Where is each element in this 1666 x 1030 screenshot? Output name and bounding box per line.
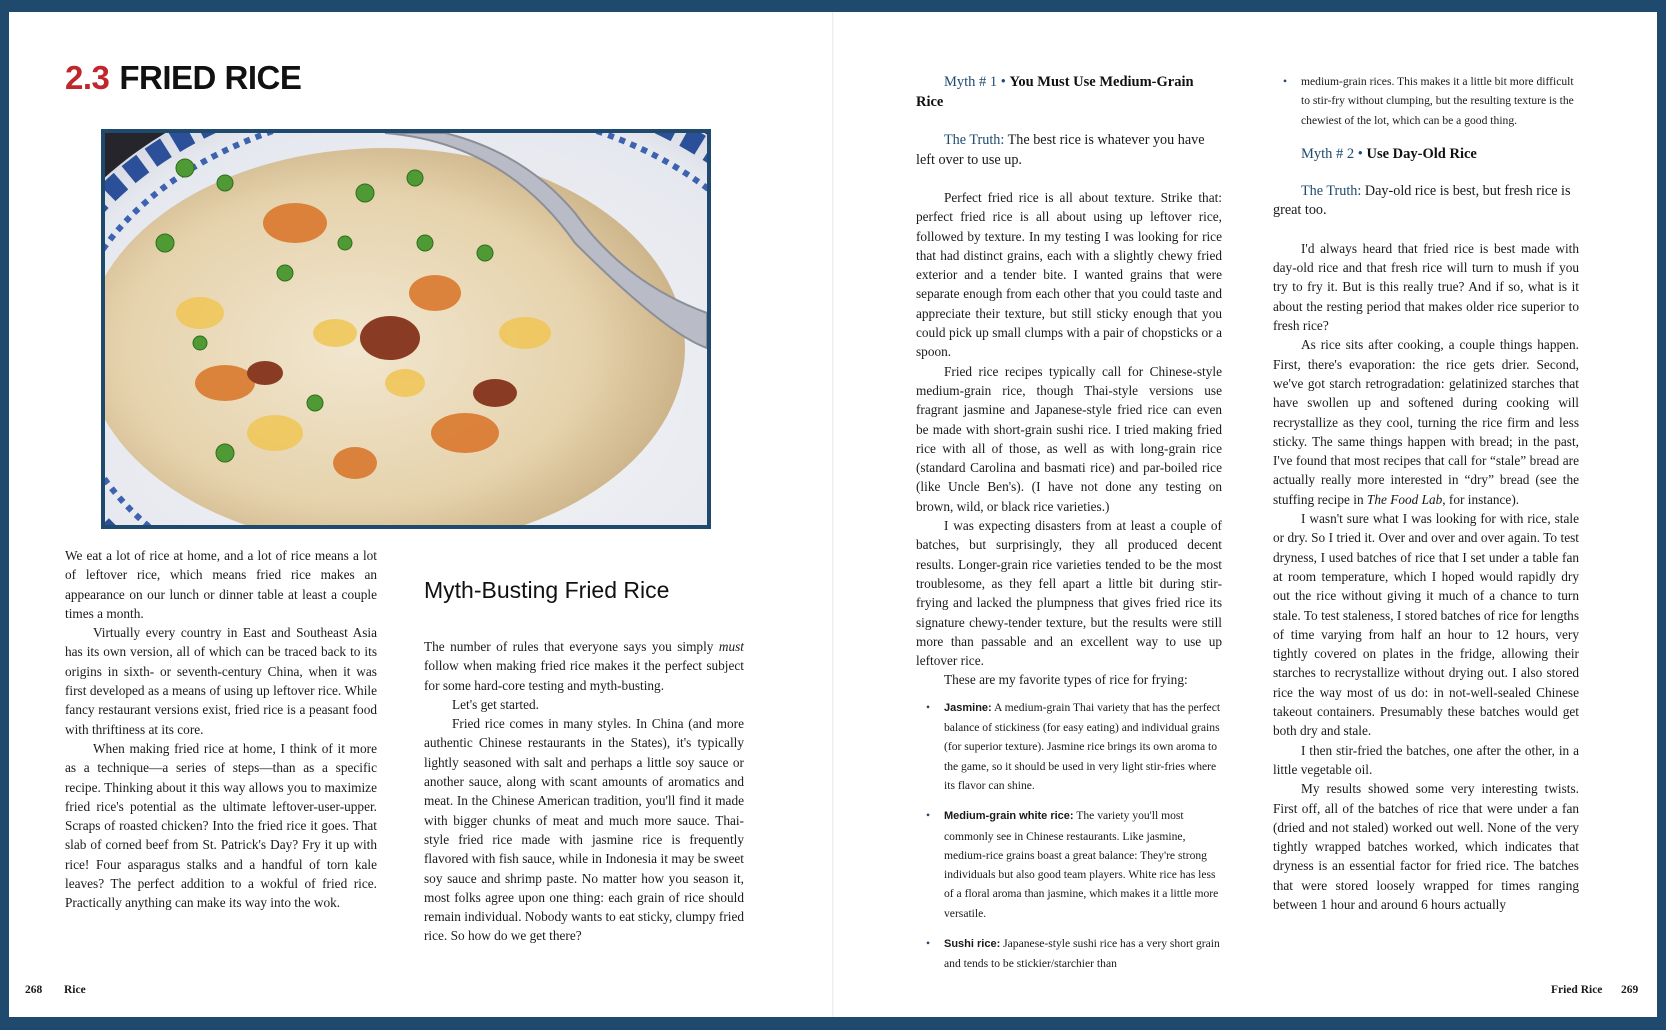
book-spread	[9, 12, 1657, 1017]
truth-label: The Truth:	[1301, 182, 1362, 199]
list-term: Medium-grain white rice:	[944, 810, 1074, 823]
list-item	[944, 698, 1222, 795]
myth-title: You Must Use Medium-Grain Rice	[916, 74, 1194, 110]
myth1-paragraph: I was expecting disasters from at least a couple of batches, but surprisingly, they all produced decent results. Longer-grain rice varieties tended to be the most troublesome, as they fell apart a little bit during stir-frying and lacked the plumpness that gives fried rice its signature chewy-tender texture, but the results were still more than passable and an excellent way to use up leftover rice.	[916, 518, 1222, 669]
separator: •	[997, 74, 1010, 90]
myth1-paragraph: These are my favorite types of rice for frying:	[944, 672, 1188, 688]
list-item-continued	[1301, 72, 1579, 130]
myth-busting-column	[424, 637, 744, 946]
emphasis: The Food Lab	[1366, 491, 1443, 507]
myth2-paragraph	[1273, 335, 1579, 509]
list-item	[944, 934, 1222, 974]
truth-label: The Truth:	[944, 132, 1005, 148]
left-running-footer: Rice	[64, 984, 86, 996]
truth-text: Day-old rice is best, but fresh rice is great too.	[1273, 182, 1571, 219]
myth2-paragraph: My results showed some very interesting twists. First off, all of the batches of rice that were under a fan (dried and not staled) worked out well. None of the very tightly wrapped batches worked, which indicates that dryness is an essential factor for fried rice. The batches that were stored loosely wrapped for times ranging between 1 hour and around 6 hours actually	[1273, 781, 1579, 912]
right-page-number: 269	[1621, 984, 1639, 996]
truth-text: The best rice is whatever you have left over to use up.	[916, 132, 1205, 168]
myth-busting-heading: Myth-Busting Fried Rice	[424, 577, 670, 603]
myth2-column	[1273, 72, 1579, 914]
myth-busting-paragraph: Fried rice comes in many styles. In China (and more authentic Chinese restaurants in the States), it's typically lightly seasoned with salt and perhaps a little soy sauce or another sauce, along with scant amounts of aromatics and meat. In the Chinese American tradition, you'll find it made with bigger chunks of meat and much more sauce. Thai-style fried rice made with jasmine rice is frequently flavored with fish sauce, while in Indonesia it may be sweet soy sauce and shrimp paste. No matter how you season it, most folks agree upon one thing: each grain of rice should remain individual. Nobody wants to eat sticky, clumpy fried rice. So how do we get there?	[424, 716, 744, 944]
myth2-paragraph: I wasn't sure what I was looking for with rice, stale or dry. So I tried it. Over and over and over again. To test dryness, I used batches of rice that I set under a table fan at room temperature, which I hoped would rapidly dry out the rice without giving it much of a chance to turn stale. To test staleness, I stored batches of rice for lengths of time varying from half an hour to 12 hours, very tightly covered on plates in the fridge, allowing their starches to recrystallize without drying out. I also stored rice the way most of us do: in not-well-sealed Chinese takeout containers. Presumably these batches would get both dry and stale.	[1273, 511, 1579, 739]
text-run: follow when making fried rice makes it the perfect subject for some hard-core testing and myth-busting.	[424, 658, 744, 693]
myth2-heading	[1273, 144, 1579, 164]
truth-statement	[916, 131, 1222, 170]
page-title	[65, 59, 301, 97]
emphasis: must	[718, 639, 744, 654]
fried-rice-illustration	[105, 133, 707, 525]
myth2-paragraph: I then stir-fried the batches, one after the other, in a little vegetable oil.	[1273, 742, 1579, 777]
intro-paragraph: When making fried rice at home, I think of it more as a technique—a series of steps—than as a specific recipe. Thinking about it this way allows you to maximize fried rice's potential as the ultimate leftover-user-upper. Scraps of roasted chicken? Into the fried rice it goes. That slab of corned beef from St. Patrick's Day? Fry it up with rice! Four asparagus stalks and a handful of torn kale leaves? The perfect addition to a wokful of fried rice. Practically anything can make its way into the wok.	[65, 740, 377, 911]
list-text: Japanese-style sushi rice has a very short grain and tends to be stickier/starchier than	[944, 936, 1220, 971]
list-text: medium-grain rices. This makes it a little bit more difficult to stir-fry without clumping, but the resulting texture is the chewiest of the lot, which can be a good thing.	[1301, 75, 1574, 127]
fried-rice-photo	[101, 129, 711, 529]
myth-busting-paragraph	[424, 637, 744, 695]
intro-paragraph: Virtually every country in East and Southeast Asia has its own version, all of which can be traced back to its origins in sixth- or seventh-century China, when it was first developed as a means of using up leftover rice. While fancy restaurant versions exist, fried rice is a peasant food with thriftiness at its core.	[65, 625, 377, 737]
right-running-footer: Fried Rice	[1551, 984, 1603, 996]
text-run: , for instance).	[1442, 491, 1520, 507]
myth-busting-paragraph: Let's get started.	[452, 696, 539, 712]
list-term: Sushi rice:	[944, 937, 1001, 950]
section-title: FRIED RICE	[119, 59, 302, 96]
myth1-paragraph: Fried rice recipes typically call for Chinese-style medium-grain rice, though Thai-style versions use fragrant jasmine and Japanese-style fried rice can even be made with short-grain sushi rice. I tried making fried rice with all of those, as well as with long-grain rice (standard Carolina and basmati rice) and par-boiled rice (like Uncle Ben's). (I have not done any testing on brown, wild, or black rice varieties.)	[916, 363, 1222, 514]
myth1-heading	[916, 72, 1222, 112]
text-run: The number of rules that everyone says you simply	[424, 639, 719, 654]
rice-types-list-continued	[1273, 72, 1579, 130]
separator: •	[1354, 145, 1367, 162]
myth-label: Myth # 1	[944, 74, 998, 90]
myth-title: Use Day-Old Rice	[1366, 145, 1477, 162]
page-gutter	[832, 12, 834, 1017]
left-page-number: 268	[25, 984, 43, 996]
intro-paragraph: We eat a lot of rice at home, and a lot of rice means a lot of leftover rice, which means fried rice makes an appearance on our lunch or dinner table at least a couple times a month.	[65, 548, 377, 621]
list-text: The variety you'll most commonly see in Chinese restaurants. Like jasmine, medium-rice grains boast a great balance: They're strong individuals but also good team players. White rice has less of a floral aroma than jasmine, which makes it a little more versatile.	[944, 809, 1219, 920]
list-text: A medium-grain Thai variety that has the perfect balance of stickiness (for easy eating) and individual grains (for superior texture). Jasmine rice brings its own aroma to the game, so it should be used in very light stir-fries where its flavor can shine.	[944, 700, 1221, 792]
myth2-paragraph: I'd always heard that fried rice is best made with day-old rice and that fresh rice will turn to mush if you try to fry it. But is this really true? And if so, what is it about the resting period that makes older rice superior to fresh rice?	[1273, 240, 1579, 334]
section-number: 2.3	[65, 59, 110, 96]
myth-label: Myth # 2	[1301, 145, 1355, 162]
truth-statement	[1273, 182, 1579, 221]
list-term: Jasmine:	[944, 701, 992, 714]
myth1-paragraph: Perfect fried rice is all about texture. Strike that: perfect fried rice is all about using up leftover rice, followed by texture. In my testing I was looking for rice that had distinct grains, each with a slightly chewy fried exterior and a tender bite. I wanted grains that were separate enough from each other that you could taste and appreciate their texture, but still sticky enough that you could pick up small clumps with a pair of chopsticks or a spoon.	[916, 190, 1222, 360]
rice-types-list	[916, 698, 1222, 974]
intro-column	[65, 546, 377, 913]
list-item	[944, 806, 1222, 923]
text-run: As rice sits after cooking, a couple things happen. First, there's evaporation: the rice gets drier. Second, we've got starch retrogradation: gelatinized starches that have swollen up and softened during cooking will recrystallize as they cool, turning the rice firm and less sticky. The same things happen with bread; in the past, I've found that most recipes that call for “stale” bread are actually really more interested in “dry” bread (see the stuffing recipe in	[1273, 337, 1579, 507]
myth1-column	[916, 72, 1222, 985]
